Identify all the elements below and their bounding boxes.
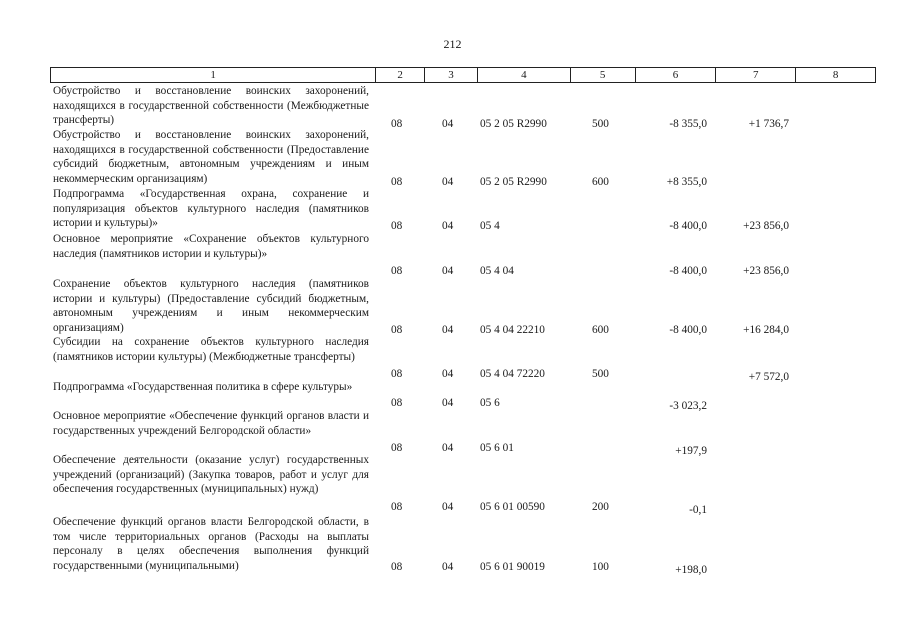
header-col-4: 4 [477, 68, 570, 82]
row-target-code: 05 6 01 [480, 442, 514, 454]
row-subsection: 04 [442, 118, 454, 130]
header-col-7: 7 [715, 68, 795, 82]
row-amount-col6: -0,1 [689, 504, 707, 516]
row-subsection: 04 [442, 501, 454, 513]
row-description: Подпрограмма «Государственная политика в сфере культуры» [53, 381, 353, 393]
row-section: 08 [391, 324, 403, 336]
row-amount-col7: +23 856,0 [743, 265, 789, 277]
row-section: 08 [391, 501, 403, 513]
row-description: Обустройство и восстановление воинских захоронений, находящихся в государственной собственности (Межбюджетные трансферты) [53, 85, 369, 127]
row-amount-col6: -8 355,0 [669, 118, 707, 130]
header-col-3: 3 [424, 68, 477, 82]
row-expense-type: 100 [592, 561, 609, 573]
row-target-code: 05 2 05 R2990 [480, 176, 547, 188]
row-subsection: 04 [442, 324, 454, 336]
row-subsection: 04 [442, 220, 454, 232]
row-target-code: 05 6 01 90019 [480, 561, 545, 573]
row-section: 08 [391, 118, 403, 130]
row-amount-col7: +7 572,0 [748, 371, 789, 383]
row-expense-type: 200 [592, 501, 609, 513]
header-col-1: 1 [210, 69, 216, 81]
row-expense-type: 500 [592, 368, 609, 380]
row-target-code: 05 6 [480, 397, 500, 409]
row-target-code: 05 2 05 R2990 [480, 118, 547, 130]
row-section: 08 [391, 220, 403, 232]
row-subsection: 04 [442, 561, 454, 573]
row-target-code: 05 4 04 [480, 265, 514, 277]
row-amount-col6: -8 400,0 [669, 220, 707, 232]
row-description: Основное мероприятие «Обеспечение функций органов власти и государственных учреждений Белгородской области» [53, 410, 369, 437]
row-expense-type: 500 [592, 118, 609, 130]
page-number: 212 [443, 37, 462, 51]
row-amount-col7: +16 284,0 [743, 324, 789, 336]
row-subsection: 04 [442, 397, 454, 409]
row-section: 08 [391, 397, 403, 409]
row-expense-type: 600 [592, 176, 609, 188]
row-amount-col6: +8 355,0 [666, 176, 707, 188]
row-description: Обеспечение функций органов власти Белгородской области, в том числе территориальных органов (Расходы на выплаты персоналу в целях обеспечения выполнения функций государственными (муниципальными) [53, 516, 369, 572]
row-description: Сохранение объектов культурного наследия (памятников истории и культуры) (Предоставление субсидий бюджетным, автономным учреждениям и иным некоммерческим организациям) [53, 278, 369, 334]
row-section: 08 [391, 176, 403, 188]
row-expense-type: 600 [592, 324, 609, 336]
row-amount-col7: +1 736,7 [748, 118, 789, 130]
row-target-code: 05 4 04 22210 [480, 324, 545, 336]
row-description: Подпрограмма «Государственная охрана, сохранение и популяризация объектов культурного наследия (памятников истории и культуры)» [53, 188, 369, 230]
row-amount-col6: +198,0 [675, 564, 707, 576]
row-section: 08 [391, 442, 403, 454]
header-col-5: 5 [570, 68, 635, 82]
row-subsection: 04 [442, 176, 454, 188]
row-amount-col6: -8 400,0 [669, 265, 707, 277]
row-section: 08 [391, 561, 403, 573]
row-amount-col6: +197,9 [675, 445, 707, 457]
row-description: Субсидии на сохранение объектов культурного наследия (памятников истории культуры) (Межбюджетные трансферты) [53, 336, 369, 363]
row-subsection: 04 [442, 265, 454, 277]
row-subsection: 04 [442, 442, 454, 454]
row-amount-col6: -3 023,2 [669, 400, 707, 412]
row-amount-col7: +23 856,0 [743, 220, 789, 232]
header-col-6: 6 [635, 68, 716, 82]
row-target-code: 05 6 01 00590 [480, 501, 545, 513]
header-col-2: 2 [375, 68, 424, 82]
row-subsection: 04 [442, 368, 454, 380]
row-amount-col6: -8 400,0 [669, 324, 707, 336]
row-description: Основное мероприятие «Сохранение объектов культурного наследия (памятников истории и культуры)» [53, 233, 369, 260]
row-description: Обеспечение деятельности (оказание услуг) государственных учреждений (организаций) (Закупка товаров, работ и услуг для обеспечения государственных (муниципальных) нужд) [53, 454, 369, 496]
header-col-8: 8 [795, 68, 875, 82]
row-description: Обустройство и восстановление воинских захоронений, находящихся в государственной собственности (Предоставление субсидий бюджетным, автономным учреждениям и иным некоммерческим организациям) [53, 129, 369, 185]
row-section: 08 [391, 368, 403, 380]
row-target-code: 05 4 04 72220 [480, 368, 545, 380]
row-target-code: 05 4 [480, 220, 500, 232]
row-section: 08 [391, 265, 403, 277]
